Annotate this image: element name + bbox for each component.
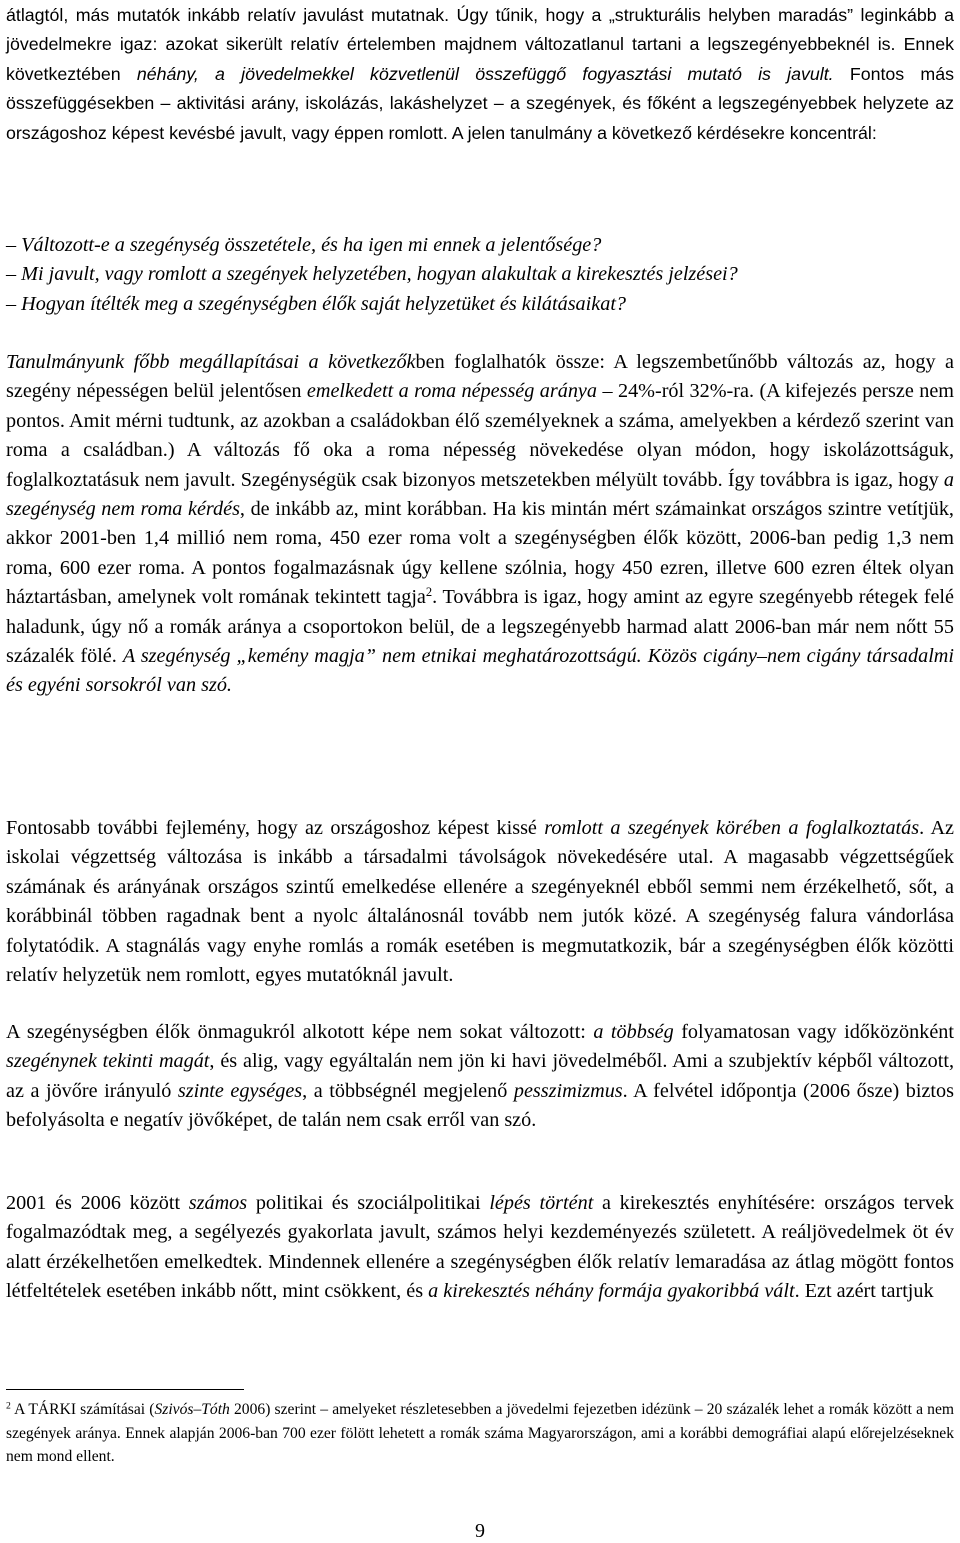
text: ben foglalhatók össze: A legszembetűnőbb változás az, hogy a szegény népességen belül jelentősen xyxy=(6,351,954,403)
emphasis: Szivós–Tóth xyxy=(154,1401,230,1418)
question-list xyxy=(6,231,954,319)
text: , de inkább az, mint korábban. Ha kis mintán mért számainkat országos szintre vetítjük, akkor 2001-ben 1,4 millió nem roma, 450 ezer roma volt a szegénységben élők között, 2006-ban pedig 1,3 nem roma, 600 ezer roma. A pontos fogalmazásnak úgy kellene szólnia, hogy 450 ezren, illetve 600 ezren éltek olyan háztartásban, amelynek volt romának tekintett tagja xyxy=(6,498,954,609)
emphasis: számos xyxy=(188,1192,248,1214)
text: 2006) szerint – amelyeket részletesebben a jövedelmi fejezetben idézünk – 20 százalék lehet a romák között a nem szegények aránya. Ennek alapján 2006-ban 700 ezer fölött lehetett a romák száma Magyarországon, ami a korábbi demográfiai alapú előrejelzéseknek nem mond ellent. xyxy=(6,1401,954,1465)
question-item xyxy=(6,260,954,289)
text: . Az iskolai végzettség változása is inkább a társadalmi távolságok növekedésére utal. A magasabb végzettségűek számának és arányának országos szintű emelkedése ellenére a szegényeknél ebből semmi nem érzékelhető, sőt, a korábbinál többen ragadnak bent a nyolc általánosnál tovább nem jutók közé. A szegénység falura vándorlása folytatódik. A stagnálás vagy enyhe romlás a romák esetében is megmutatkozik, bár a szegénységben élők közötti relatív helyzetük nem romlott, egyes mutatóknál javult. xyxy=(6,817,954,987)
emphasis: szinte egységes xyxy=(177,1079,303,1102)
text: folyamatosan vagy időközönként xyxy=(673,1021,954,1043)
question-text: – Változott-e a szegénység összetétele, és ha igen mi ennek a jelentősége? xyxy=(6,234,602,256)
page-number: 9 xyxy=(475,1520,485,1542)
emphasis: lépés történt xyxy=(489,1192,594,1214)
text: A szegénységben élők önmagukról alkotott képe nem sokat változott: xyxy=(6,1021,594,1043)
text: Fontosabb további fejlemény, hogy az országoshoz képest kissé xyxy=(6,817,545,839)
footnote-ref: 2 xyxy=(425,585,433,600)
text: , a többségnél megjelenő xyxy=(302,1079,514,1102)
paragraph-intro xyxy=(6,1,954,148)
emphasis: a kirekesztés néhány formája gyakoribbá vált xyxy=(428,1280,795,1303)
emphasis: szegénynek tekinti magát xyxy=(6,1050,210,1073)
text: a kirekesztés enyhítésére: országos tervek fogalmazódtak meg, a segélyezés gyakorlata javult, számos helyi kezdeményezés született. A reáljövedelmek öt év alatt érzékelhetően emelkedtek. Mindennek ellenére a szegénységben élők relatív lemaradása az átlag mögött fontos létfeltételek esetében inkább nőtt, mint csökkent, és xyxy=(6,1192,954,1303)
text: , és alig, vagy egyáltalán nem jön ki havi jövedelméből. Ami a szubjektív képből változott, az a jövőre irányuló xyxy=(6,1050,954,1102)
paragraph-findings xyxy=(6,348,954,701)
footnote-marker: 2 xyxy=(6,1400,11,1412)
question-item xyxy=(6,290,954,319)
text: A TÁRKI számításai ( xyxy=(10,1401,155,1418)
footnote xyxy=(6,1398,954,1469)
emphasis: pesszimizmus xyxy=(513,1079,623,1102)
text: átlagtól, más mutatók inkább relatív javulást mutatnak. Úgy tűnik, hogy a „strukturális helyben maradás” leginkább a jövedelmekre igaz: azokat sikerült relatív értelemben majdnem változatlanul tartani a legszegényebbeknél is. Ennek következtében xyxy=(6,5,954,84)
text: . Továbbra is igaz, hogy amint az egyre szegényebb rétegek felé haladunk, úgy nő a romák aránya a csoportokon belül, de a legszegényebb harmad alatt 2006-ban már nem nőtt 55 százalék fölé. xyxy=(6,586,954,668)
text: 2001 és 2006 között xyxy=(6,1192,189,1214)
emphasis: Tanulmányunk főbb megállapításai a következők xyxy=(6,351,416,373)
question-item xyxy=(6,231,954,260)
footnote-divider xyxy=(6,1389,244,1390)
text: . Ezt azért tartjuk xyxy=(794,1280,934,1303)
text: . A felvétel időpontja (2006 ősze) biztos befolyásolta e negatív jövőképet, de talán nem csak erről van szó. xyxy=(6,1079,954,1132)
emphasis: a szegénység nem roma kérdés xyxy=(6,468,954,521)
text: Fontos más összefüggésekben – aktivitási arány, iskolázás, lakáshelyzet – a szegények, és főként a legszegényebbek helyzete az országoshoz képest kevésbé javult, vagy éppen romlott. A jelen tanulmány a következő kérdésekre koncentrál: xyxy=(6,63,955,143)
paragraph-policy xyxy=(6,1189,954,1307)
text: – 24%-ról 32%-ra. (A kifejezés persze nem pontos. Amit mérni tudtunk, az azokban a családokban élő személyeknek a száma, amelyekben a kérdező szerint van roma a családban.) A változás fő oka a roma népesség növekedése olyan módon, hogy iskolázottságuk, foglalkoztatásuk nem javult. Szegénységük csak bizonyos metszetekben mélyült tovább. Így továbbra is igaz, hogy xyxy=(6,380,954,491)
emphasis: romlott a szegények körében a foglalkoztatás xyxy=(544,817,920,839)
emphasis: A szegénység „kemény magja” nem etnikai meghatározottságú. Közös cigány–nem cigány társadalmi és egyéni sorsokról van szó. xyxy=(6,645,954,697)
question-text: – Mi javult, vagy romlott a szegények helyzetében, hogyan alakultak a kirekesztés jelzései? xyxy=(6,263,738,286)
paragraph-employment xyxy=(6,814,954,990)
emphasis: emelkedett a roma népesség aránya xyxy=(306,380,597,403)
text: politikai és szociálpolitikai xyxy=(247,1192,490,1214)
paragraph-self-image xyxy=(6,1018,954,1136)
emphasis: a többség xyxy=(593,1021,674,1043)
question-text: – Hogyan ítélték meg a szegénységben élők saját helyzetüket és kilátásaikat? xyxy=(6,292,627,315)
emphasis: néhány, a jövedelmekkel közvetlenül összefüggő fogyasztási mutató is javult. xyxy=(136,63,834,84)
